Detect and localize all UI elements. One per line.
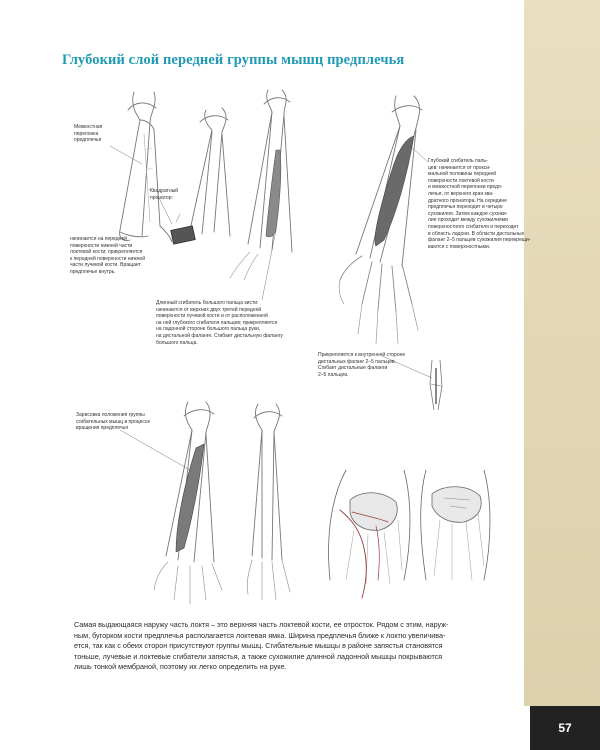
label-line: на ней глубокого сгибателя пальцев; прикрепляется: [156, 319, 278, 326]
label-line: вращения предплечья: [76, 425, 128, 432]
label-line: большого пальца.: [156, 339, 198, 346]
label-line: сгибательных мышц в процессе: [76, 418, 151, 425]
label-line: сухожилия. Затем каждое сухожи-: [428, 210, 508, 217]
pronator-description: [70, 236, 145, 276]
label-line: Зарисовка положения группы: [76, 412, 145, 418]
body-paragraph: [74, 620, 524, 673]
long-flexor-description: [156, 300, 283, 346]
label-line: Межкостная: [74, 124, 103, 130]
label-line: к передней поверхности нижней: [70, 255, 145, 262]
label-line: локтевой кости; прикрепляется: [70, 249, 143, 256]
label-line: Сгибает дистальные фаланги: [318, 365, 388, 372]
label-line: поверхности лучевой кости и от расположенной: [156, 313, 268, 320]
phalanx-detail-figure: [430, 360, 442, 410]
label-line: мальной половины передней: [428, 171, 496, 178]
pronator-figure: [171, 108, 230, 244]
label-line: начинается на передней: [70, 236, 127, 242]
deep-flexor-figure: [339, 96, 422, 344]
label-line: Прикрепляется к внутренней стороне: [318, 352, 406, 358]
label-line: цев: начинается от прокси-: [428, 164, 491, 171]
label-line: поверхности нижней части: [70, 242, 133, 249]
label-line: поверхностного сгибателя и переходит: [428, 223, 519, 230]
forearm-bones-figure: [120, 92, 172, 242]
body-line: ется, так как с обеих сторон присутствуют группы мышц. Сгибательные мышцы в районе запястья становятся: [74, 641, 443, 651]
label-line: фаланг 2–5 пальцев сухожилия перекрещи-: [428, 237, 531, 244]
label-line: дратного пронатора. На середине: [428, 197, 507, 204]
label-quadratus-pronator: [150, 188, 178, 201]
label-line: на ладонной стороне большого пальца руки,: [156, 326, 261, 333]
label-line: начинается от верхних двух третей передней: [156, 306, 262, 313]
sketch-caption: [76, 412, 150, 432]
label-line: предплечья переходит в четыре: [428, 204, 503, 211]
label-line: перепонка: [74, 130, 99, 137]
page-number: 57: [558, 721, 572, 735]
label-line: лие проходит между сухожилиями: [428, 217, 508, 224]
label-line: предплечье внутрь.: [70, 268, 116, 275]
label-line: ваются с поверхностными.: [428, 243, 491, 250]
label-line: на дистальной фаланге. Сгибает дистальную фалангу: [156, 332, 283, 339]
attachment-description: [318, 352, 405, 378]
label-line: Глубокий сгибатель паль-: [428, 158, 488, 164]
label-line: поверхности локтевой кости: [428, 177, 494, 184]
label-line: Длинный сгибатель большого пальца кисти:: [156, 300, 259, 306]
body-line: тоньше, лучевые и локтевые сгибатели запястья, а также сухожилие длинной ладонной мышцы покрываются: [74, 651, 443, 661]
label-line: и межкостной перепонки предп-: [428, 184, 503, 191]
label-line: дистальных фаланг 2–5 пальцев.: [318, 358, 396, 365]
body-line: лишь тонкой мембраной, поэтому их легко определить на руке.: [74, 662, 287, 672]
body-line: ным, бугорком кости предплечья располагается локтевая ямка. Ширина предплечья ближе к локтю увеличива-: [74, 630, 446, 640]
label-line: лечья, от верхнего края ква-: [428, 190, 494, 197]
label-interosseous-membrane: [74, 124, 102, 144]
label-line: 2–5 пальцев.: [318, 371, 349, 378]
long-flexor-figure: [230, 90, 292, 280]
label-line: Квадратный: [150, 188, 179, 194]
label-line: пронатор:: [150, 194, 173, 201]
label-line: части лучевой кости. Вращает: [70, 262, 141, 269]
label-line: в область ладони. В области дистальных: [428, 230, 525, 237]
body-line: Самая выдающаяся наружу часть локтя – это верхняя часть локтевой кости, ее отросток. Рядом с этим, наруж-: [74, 620, 449, 629]
elbow-detail-figure: [329, 470, 490, 598]
deep-flexor-description: [428, 158, 530, 250]
rotation-sketch-figure: [154, 402, 290, 604]
label-line: предплечья: [74, 137, 102, 144]
page-title: Глубокий слой передней группы мышц предплечья: [62, 52, 405, 68]
